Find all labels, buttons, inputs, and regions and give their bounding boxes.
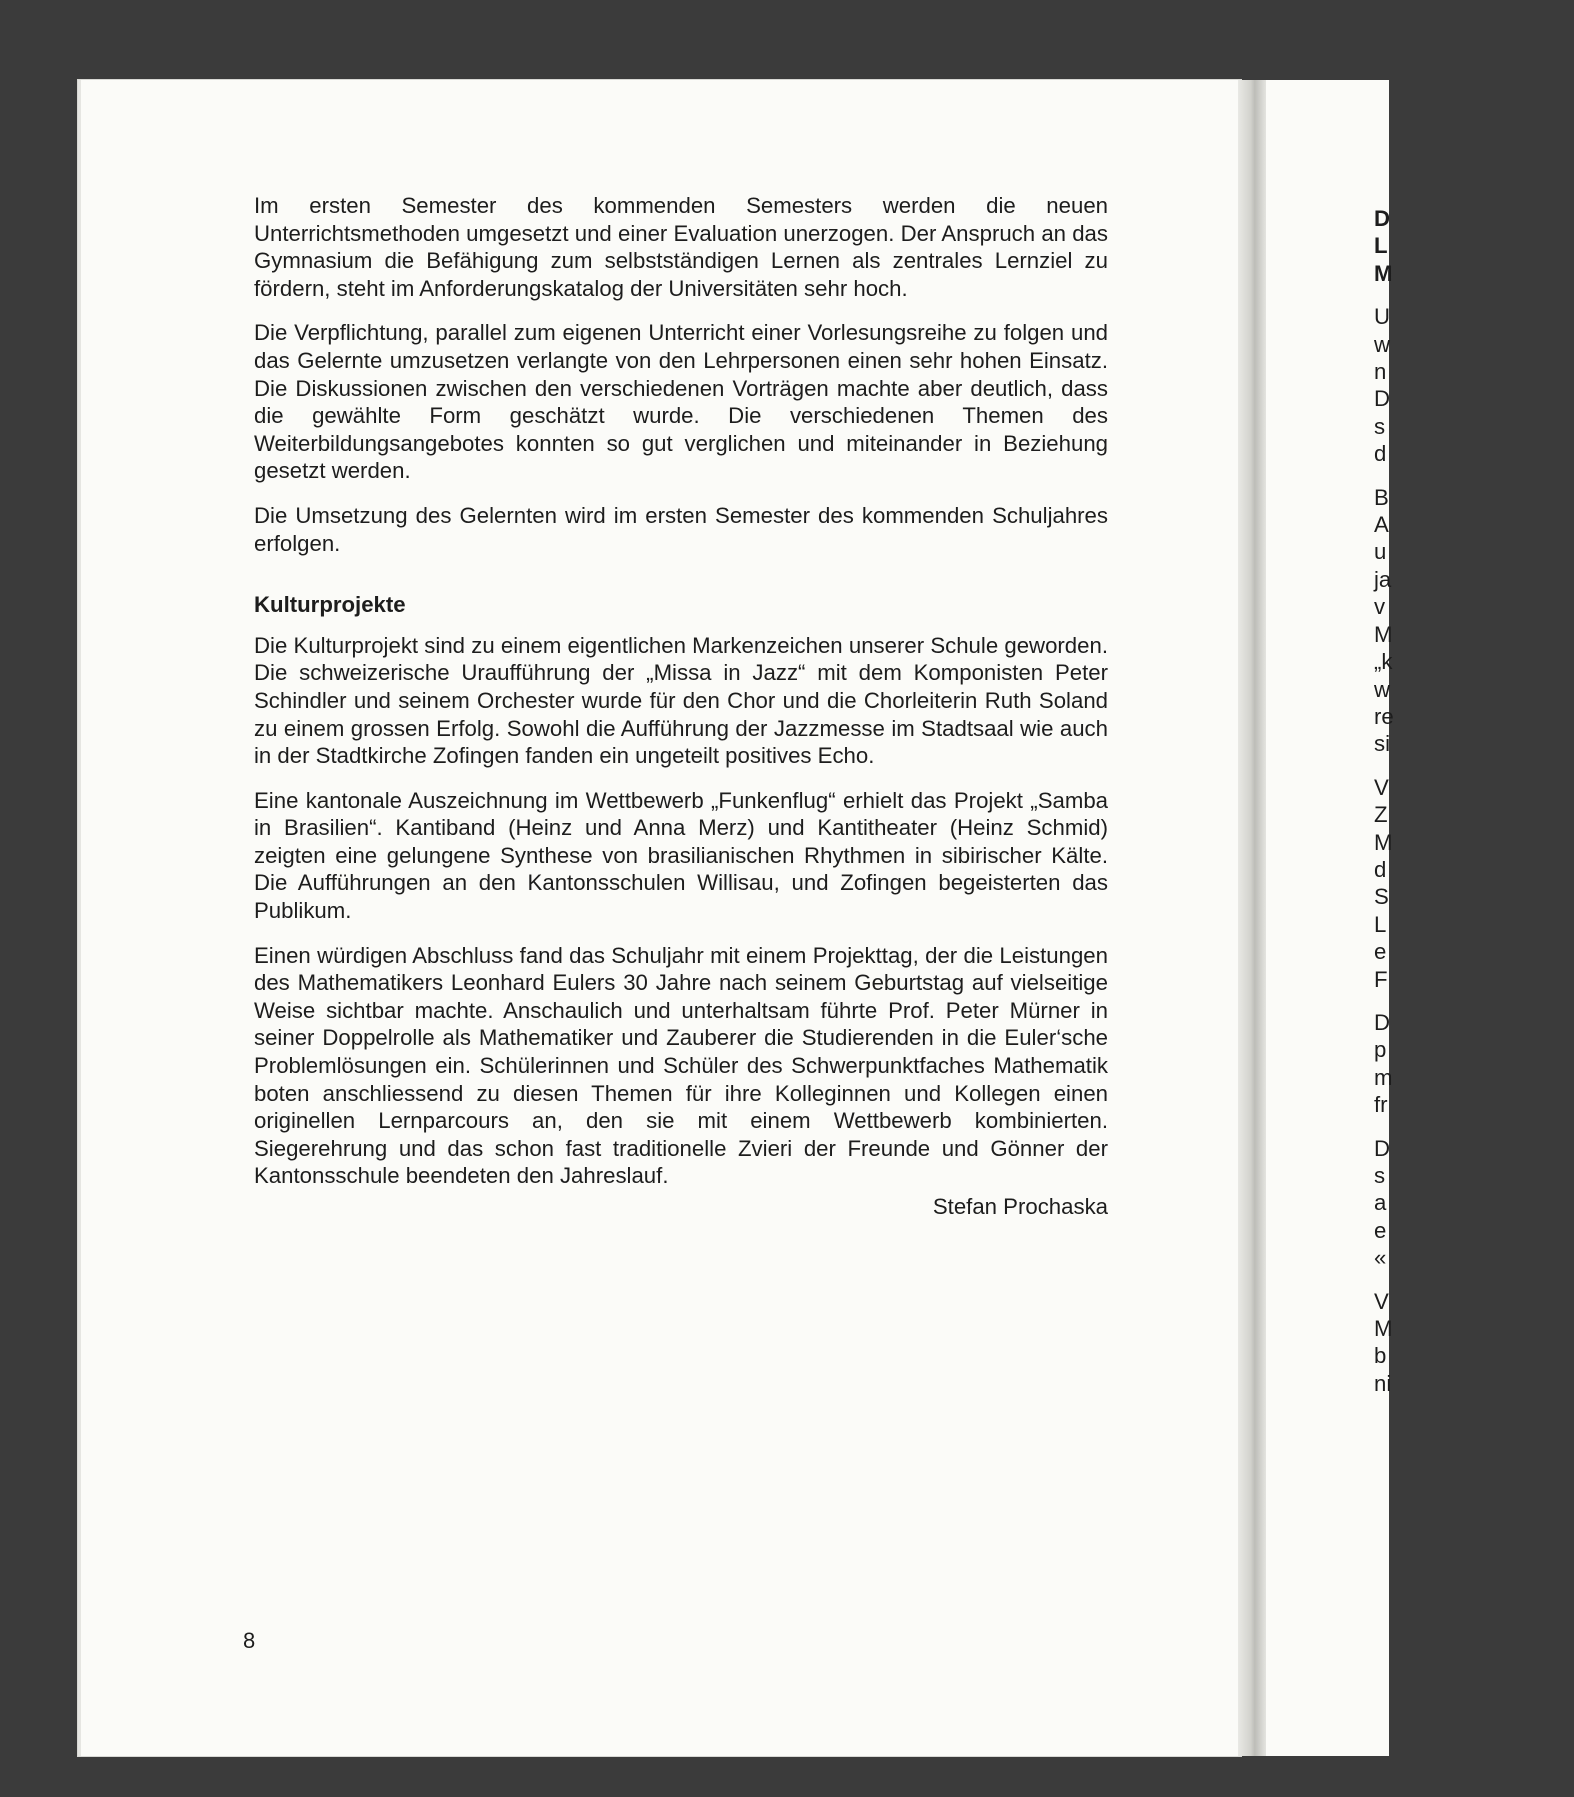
- fragment-line: d: [1374, 856, 1387, 882]
- fragment-line: D: [1374, 1135, 1391, 1161]
- fragment-line: m: [1374, 1064, 1393, 1090]
- fragment-line: F: [1374, 966, 1388, 992]
- fragment-line: s: [1374, 1163, 1386, 1188]
- paragraph: Einen würdigen Abschluss fand das Schuljahr mit einem Projekttag, der die Leistungen des Mathematikers Leonhard Eulers 30 Jahre nach seinem Geburtstag auf vielseitige Weise sichtbar machte. Anschaulich und unterhaltsam führte Prof. Peter Mürner in seiner Doppelrolle als Mathematiker und Zauberer die Studierenden in die Euler‘sche Problemlösungen ein. Schülerinnen und Schüler des Schwerpunktfaches Mathematik boten anschliessend zu diesen Themen für ihre Kolleginnen und Kollegen einen originellen Lernparcours an, den sie mit einem Wettbewerb kombinierten. Siegerehrung und das schon fast traditionelle Zvieri der Freunde und Gönner der Kantonsschule beendeten den Jahreslauf.: [254, 942, 1108, 1189]
- fragment-line: re: [1374, 703, 1394, 729]
- fragment-line: M: [1374, 621, 1393, 647]
- fragment-line: ni: [1374, 1370, 1392, 1396]
- fragment-line: d: [1374, 441, 1387, 467]
- fragment-line: V: [1374, 774, 1389, 800]
- paragraph: Die Umsetzung des Gelernten wird im ersten Semester des kommenden Schuljahres erfolgen.: [254, 502, 1108, 556]
- fragment-line: p: [1374, 1037, 1387, 1063]
- fragment-line: A: [1374, 512, 1389, 538]
- fragment-line: V: [1374, 1288, 1389, 1314]
- fragment-line: s: [1374, 413, 1386, 439]
- right-page: [1266, 80, 1389, 1756]
- fragment-line: si: [1374, 731, 1391, 757]
- fragment-line: w: [1374, 331, 1391, 357]
- fragment-line: e: [1374, 1217, 1387, 1243]
- fragment-line: e: [1374, 939, 1387, 965]
- paragraph: Eine kantonale Auszeichnung im Wettbewerb „Funkenflug“ erhielt das Projekt „Samba in Brasilien“. Kantiband (Heinz und Anna Merz) und Kantitheater (Heinz Schmid) zeigten eine gelungene Synthese von brasilianischen Rhythmen in sibirischer Kälte. Die Aufführungen an den Kantonsschulen Willisau, und Zofingen begeisterten das Publikum.: [254, 787, 1108, 924]
- book-gutter: [1238, 80, 1266, 1756]
- fragment-line: M: [1374, 260, 1393, 286]
- section-heading: Kulturprojekte: [254, 592, 406, 618]
- author-signature: Stefan Prochaska: [932, 1194, 1108, 1219]
- fragment-line: D: [1374, 1009, 1391, 1035]
- fragment-line: S: [1374, 884, 1389, 910]
- fragment-line: «: [1374, 1245, 1387, 1271]
- fragment-line: ja: [1374, 566, 1392, 592]
- fragment-line: L: [1374, 233, 1388, 259]
- fragment-line: n: [1374, 359, 1387, 385]
- paragraph: Die Verpflichtung, parallel zum eigenen Unterricht einer Vorlesungsreihe zu folgen und das Gelernte umzusetzen verlangte von den Lehrpersonen einen sehr hohen Einsatz. Die Diskussionen zwischen den verschiedenen Vorträgen machte aber deutlich, dass die gewählte Form geschätzt wurde. Die verschiedenen Themen des Weiterbildungsangebotes konnten so gut verglichen und miteinander in Beziehung gesetzt werden.: [254, 320, 1108, 484]
- fragment-line: D: [1374, 206, 1391, 231]
- fragment-line: a: [1374, 1190, 1387, 1216]
- fragment-line: b: [1374, 1343, 1387, 1369]
- fragment-line: B: [1374, 484, 1389, 510]
- fragment-line: fr: [1374, 1092, 1388, 1118]
- fragment-line: D: [1374, 386, 1391, 412]
- fragment-line: v: [1374, 594, 1386, 620]
- fragment-line: M: [1374, 829, 1393, 855]
- fragment-line: L: [1374, 911, 1387, 937]
- fragment-line: „k: [1374, 649, 1393, 675]
- page-content: [254, 192, 1108, 1221]
- fragment-line: Z: [1374, 802, 1388, 828]
- fragment-line: w: [1374, 676, 1391, 702]
- right-page-text-fragments: [1374, 205, 1574, 1397]
- paragraph: Die Kulturprojekt sind zu einem eigentlichen Markenzeichen unserer Schule geworden. Die schweizerische Uraufführung der „Missa in Jazz“ mit dem Komponisten Peter Schindler und seinem Orchester wurde für den Chor und die Chorleiterin Ruth Soland zu einem grossen Erfolg. Sowohl die Aufführung der Jazzmesse im Stadtsaal wie auch in der Stadtkirche Zofingen fanden ein ungeteilt positives Echo.: [254, 632, 1108, 769]
- fragment-line: U: [1374, 304, 1391, 330]
- fragment-line: u: [1374, 539, 1387, 565]
- paragraph: Im ersten Semester des kommenden Semesters werden die neuen Unterrichtsmethoden umgesetzt und einer Evaluation unerzogen. Der Anspruch an das Gymnasium die Befähigung zum selbstständigen Lernen als zentrales Lernziel zu fördern, steht im Anforderungskatalog der Universitäten sehr hoch.: [254, 193, 1108, 301]
- fragment-line: M: [1374, 1316, 1393, 1342]
- page-number: 8: [243, 1628, 256, 1653]
